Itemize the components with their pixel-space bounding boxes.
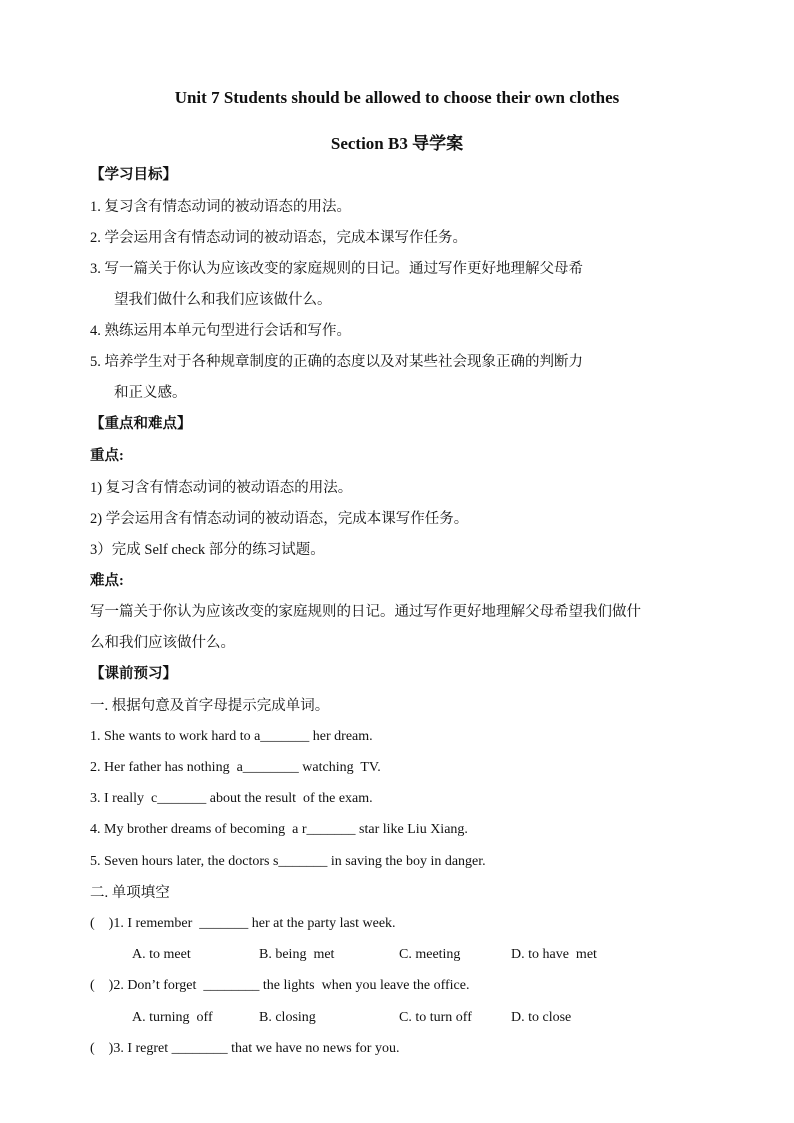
option-b: B. closing bbox=[259, 1010, 316, 1025]
option-c: C. meeting bbox=[399, 947, 461, 962]
option-b: B. being met bbox=[259, 947, 335, 962]
objectives-heading: 【学习目标】 bbox=[90, 167, 177, 183]
option-d: D. to close bbox=[511, 1010, 572, 1025]
keypoints-heading: 【重点和难点】 bbox=[90, 416, 192, 432]
page-title: Unit 7 Students should be allowed to choose their own clothes bbox=[174, 88, 620, 107]
fill-in-item: 2. Her father has nothing a________ watching TV. bbox=[90, 760, 381, 775]
objective-item: 1. 复习含有情态动词的被动语态的用法。 bbox=[90, 199, 351, 215]
difficulty-text: 写一篇关于你认为应该改变的家庭规则的日记。通过写作更好地理解父母希望我们做什 bbox=[90, 604, 641, 620]
difficulty-label: 难点: bbox=[90, 573, 124, 589]
option-c: C. to turn off bbox=[399, 1010, 472, 1025]
question-stem: ( )3. I regret ________ that we have no news for you. bbox=[90, 1041, 400, 1056]
part2-title: 二. 单项填空 bbox=[90, 885, 170, 901]
objective-item: 2. 学会运用含有情态动词的被动语态，完成本课写作任务。 bbox=[90, 230, 467, 246]
focus-label: 重点: bbox=[90, 448, 124, 464]
question-stem: ( )2. Don’t forget ________ the lights when you leave the office. bbox=[90, 978, 470, 993]
difficulty-text: 么和我们应该做什么。 bbox=[90, 635, 235, 651]
focus-item: 1) 复习含有情态动词的被动语态的用法。 bbox=[90, 480, 353, 496]
focus-item: 3）完成 Self check 部分的练习试题。 bbox=[90, 542, 325, 558]
option-a: A. to meet bbox=[132, 947, 191, 962]
page-subtitle: Section B3 导学案 bbox=[330, 134, 464, 153]
preview-heading: 【课前预习】 bbox=[90, 666, 177, 682]
fill-in-item: 1. She wants to work hard to a_______ her dream. bbox=[90, 729, 373, 744]
fill-in-item: 4. My brother dreams of becoming a r_______ star like Liu Xiang. bbox=[90, 822, 468, 837]
objective-item: 4. 熟练运用本单元句型进行会话和写作。 bbox=[90, 323, 351, 339]
objective-item: 5. 培养学生对于各种规章制度的正确的态度以及对某些社会现象正确的判断力 bbox=[90, 354, 583, 370]
fill-in-item: 3. I really c_______ about the result of the exam. bbox=[90, 791, 373, 806]
option-d: D. to have met bbox=[511, 947, 597, 962]
fill-in-item: 5. Seven hours later, the doctors s_______ in saving the boy in danger. bbox=[90, 854, 486, 869]
question-stem: ( )1. I remember _______ her at the party last week. bbox=[90, 916, 396, 931]
objective-item: 望我们做什么和我们应该做什么。 bbox=[114, 292, 332, 308]
objective-item: 3. 写一篇关于你认为应该改变的家庭规则的日记。通过写作更好地理解父母希 bbox=[90, 261, 583, 277]
part1-title: 一. 根据句意及首字母提示完成单词。 bbox=[90, 698, 330, 714]
objective-item: 和正义感。 bbox=[114, 385, 187, 401]
focus-item: 2) 学会运用含有情态动词的被动语态，完成本课写作任务。 bbox=[90, 511, 469, 527]
option-a: A. turning off bbox=[132, 1010, 213, 1025]
